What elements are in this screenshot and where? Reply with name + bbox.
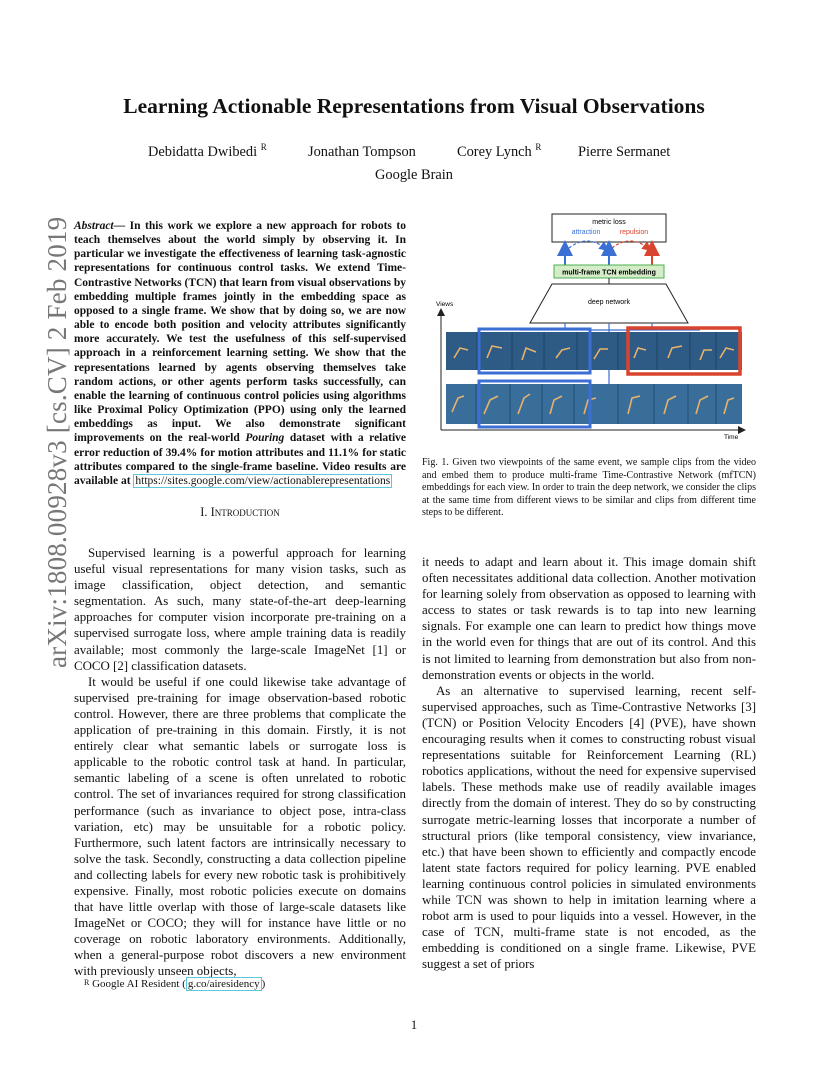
figure-1 bbox=[432, 208, 758, 446]
figure-caption: Fig. 1. Given two viewpoints of the same event, we sample clips from the video and embed them to produce multi-frame Time-Contrastive Network (mfTCN) embeddings for each view. In order to train the deep network, we consider the clips at the same time from different views to be similar and clips from different time steps to be different. bbox=[422, 457, 756, 518]
paragraph: As an alternative to supervised learning, recent self-supervised approaches, such as Time-Contrastive Networks [3] (TCN) or Position Velocity Encoders [4] (PVE), have shown encouraging results when it comes to constructing robust visual representations suitable for Reinforcement Learning (RL) robotics applications, without the need for expensive supervised labels. These methods make use of readily available images directly from the domain of interest. They do so by constructing surrogate metric-learning losses that incorporate a number of structural priors (like temporal consistency, view invariance, etc.) that have been shown to efficiently and compactly encode latent state factors required for policy learning. PVE enabled learning continuous control policies in simulated environments while TCN was shown to help in imitation learning where a robot arm is used to pour liquids into a vessel. However, in the case of TCN, multi-frame state is not encoded, as the embedding is conditioned on a single frame. Likewise, PVE suggest a set of priors bbox=[422, 683, 756, 972]
affiliation: Google Brain bbox=[375, 167, 453, 183]
paragraph: It would be useful if one could likewise take advantage of supervised pre-training for image observation-based robotic control. However, there are three problems that complicate the application of pre-training in this domain. Firstly, it is not entirely clear what semantic labels or surrogate loss is applicable to the robotic control task at hand. In particular, semantic labeling of a scene is often unrelated to robotic control. The set of invariances required for strong classification performance (such as invariance to object pose, intra-class variation, etc) may be unsuitable for a robotic policy. Furthermore, such latent factors are intrinsically necessary to solve the task. Secondly, constructing a data collection pipeline and collecting labels for every new robotic task is prohibitively expensive. Finally, most robotic policies execute on domains that have little overlap with those of large-scale datasets like ImageNet or COCO; they will for instance have little or no coverage on robotic laboratory environments. Additionally, when a general-purpose robot discovers a new environment with previously unseen objects, bbox=[74, 674, 406, 979]
frame-strip bbox=[446, 384, 742, 424]
footnote-mark: R bbox=[84, 978, 90, 987]
view-2-frames bbox=[446, 381, 742, 427]
page-number: 1 bbox=[410, 1018, 418, 1032]
paragraph: Supervised learning is a powerful approach for learning useful visual representations for many vision tasks, such as image classification, object detection, and semantic segmentation. As such, many state-of-the-art deep-learning approaches for computer vision incorporate pre-training on a supervised surrogate loss, where ample training data is readily available; most commonly the large-scale ImageNet [1] or COCO [2] classification datasets. bbox=[74, 546, 406, 673]
footnote: $^R$ Google AI Resident ( g.co/airesidency ) bbox=[84, 978, 266, 990]
author-1 bbox=[148, 144, 267, 161]
author-name: Jonathan Tompson bbox=[308, 144, 416, 160]
metric-loss-label: metric loss bbox=[592, 219, 626, 226]
mftcn-embedding-label: multi-frame TCN embedding bbox=[562, 269, 656, 277]
abstract-label: Abstract bbox=[74, 220, 114, 232]
author-4 bbox=[578, 144, 670, 161]
paragraph: it needs to adapt and learn about it. This image domain shift often necessitates additional data collection. Another motivation for learning solely from observation as opposed to learning with access to states or task rewards is to tap into new learning signals. For example one can learn to predict how things move in the world even for things that are out of its control. And this is not limited to learning from demonstration but also from non-demonstration events or objects in the world. bbox=[422, 555, 756, 682]
arxiv-sidebar: arXiv:1808.00928v3 [cs.CV] 2 Feb 2019 bbox=[42, 216, 72, 668]
attraction-label: attraction bbox=[571, 229, 601, 236]
author-name: Debidatta Dwibedi bbox=[148, 144, 258, 160]
abstract bbox=[74, 219, 406, 488]
project-url-link[interactable]: https://sites.google.com/view/actionablerepresentations bbox=[135, 474, 391, 487]
left-column-body bbox=[74, 545, 406, 980]
view-1-frames bbox=[446, 328, 742, 374]
footnote-text: Google AI Resident ( bbox=[92, 978, 186, 990]
author-3 bbox=[457, 144, 541, 161]
deep-network-label: deep network bbox=[587, 299, 631, 306]
abstract-text-cont: dataset with a relative error reduction of 39.4% for motion attributes and 11.1% for static attributes compared to the single-frame baseline. Video results are available at bbox=[74, 432, 406, 487]
right-column-body bbox=[422, 554, 756, 972]
section-heading: I. Introduction bbox=[200, 505, 280, 519]
views-label: Views bbox=[436, 301, 454, 308]
author-mark: R bbox=[535, 142, 542, 152]
time-label: Time bbox=[724, 434, 739, 441]
footnote-link[interactable]: g.co/airesidency bbox=[187, 978, 260, 990]
repulsion-label: repulsion bbox=[619, 229, 649, 236]
author-name: Pierre Sermanet bbox=[578, 144, 671, 160]
author-name: Corey Lynch bbox=[457, 144, 532, 160]
paper-title: Learning Actionable Representations from Visual Observations bbox=[123, 94, 705, 118]
author-mark: R bbox=[260, 142, 267, 152]
dataset-name: Pouring bbox=[245, 432, 285, 445]
abstract-text: — In this work we explore a new approach for robots to teach themselves about the world simply by observing it. In particular we investigate the effectiveness of learning task-agnostic representations for continuous control tasks. We extend Time-Contrastive Networks (TCN) that learn from visual observations by embedding multiple frames jointly in the embedding space as opposed to a single frame. We show that by doing so, we are now able to encode both position and velocity attributes significantly more accurately. We test the usefulness of this self-supervised approach in a reinforcement learning setting. We show that the representations learned by agents observing themselves take random actions, or other agents perform tasks successfully, can enable the learning of continuous control policies using algorithms like Proximal Policy Optimization (PPO) using only the learned embeddings as input. We also demonstrate significant improvements on the real-world bbox=[74, 220, 406, 445]
author-2 bbox=[308, 144, 416, 161]
